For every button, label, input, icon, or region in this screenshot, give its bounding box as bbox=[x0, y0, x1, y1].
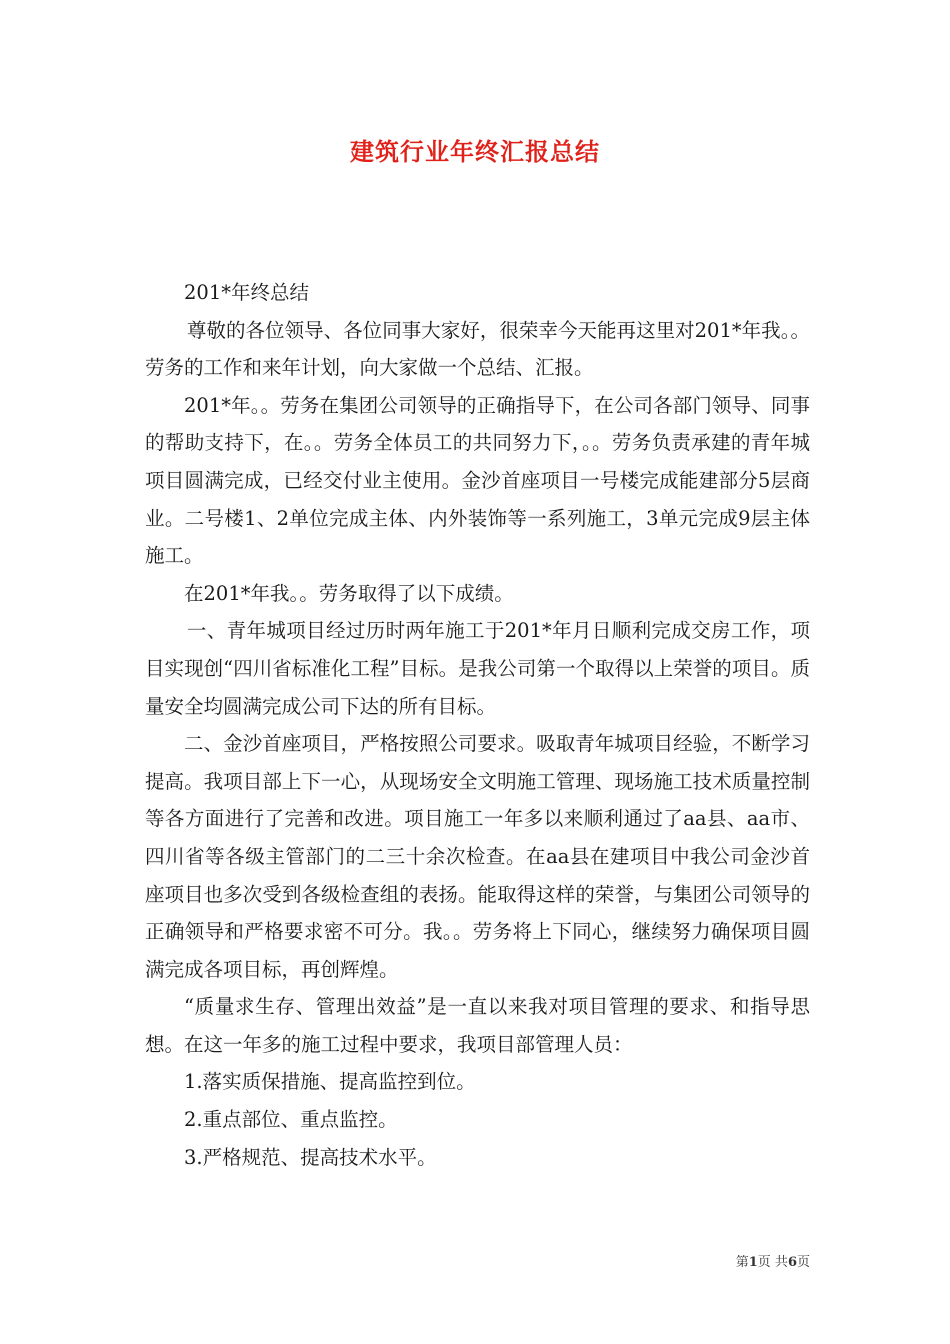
footer-suffix: 页 bbox=[796, 1255, 810, 1270]
paragraph-achievement-1: 一、青年城项目经过历时两年施工于201*年月日顺利完成交房工作，项目实现创“四川省标准化工程”目标。是我公司第一个取得以上荣誉的项目。质量安全均圆满完成公司下达的所有目标。 bbox=[145, 619, 810, 718]
footer-total-pages: 6 bbox=[787, 1255, 797, 1270]
paragraph-achievements-intro: 在201*年我。。劳务取得了以下成绩。 bbox=[184, 581, 514, 605]
document-title: 建筑行业年终汇报总结 bbox=[350, 137, 600, 166]
paragraph-greeting: 尊敬的各位领导、各位同事大家好，很荣幸今天能再这里对201*年我。。劳务的工作和来年计划，向大家做一个总结、汇报。 bbox=[145, 318, 810, 380]
footer-middle: 页 共 bbox=[757, 1255, 788, 1270]
list-item-1: 1.落实质保措施、提高监控到位。 bbox=[184, 1070, 476, 1094]
page-number-footer bbox=[736, 1251, 810, 1270]
list-item-2: 2.重点部位、重点监控。 bbox=[184, 1108, 398, 1132]
footer-current-page: 1 bbox=[748, 1255, 758, 1270]
paragraph-achievement-2: 二、金沙首座项目，严格按照公司要求。吸取青年城项目经验，不断学习提高。我项目部上下一心，从现场安全文明施工管理、现场施工技术质量控制等各方面进行了完善和改进。项目施工一年多以来顺利通过了aa县、aa市、四川省等各级主管部门的二三十余次检查。在aa县在建项目中我公司金沙首座项目也多次受到各级检查组的表扬。能取得这样的荣誉，与集团公司领导的正确领导和严格要求密不可分。我。。劳务将上下同心，继续努力确保项目圆满完成各项目标，再创辉煌。 bbox=[145, 732, 810, 981]
paragraph-quality-motto: “质量求生存、管理出效益”是一直以来我对项目管理的要求、和指导思想。在这一年多的施工过程中要求，我项目部管理人员： bbox=[145, 995, 810, 1056]
footer-prefix: 第 bbox=[735, 1255, 749, 1270]
paragraph-heading: 201*年终总结 bbox=[184, 281, 309, 304]
document-body bbox=[145, 274, 810, 1176]
list-item-3: 3.严格规范、提高技术水平。 bbox=[184, 1145, 437, 1169]
paragraph-overview: 201*年。。劳务在集团公司领导的正确指导下，在公司各部门领导、同事的帮助支持下，在。。劳务全体员工的共同努力下，。。劳务负责承建的青年城项目圆满完成，已经交付业主使用。金沙首座项目一号楼完成能建部分5层商业。二号楼1、2单位完成主体、内外装饰等一系列施工，3单元完成9层主体施工。 bbox=[145, 393, 810, 568]
